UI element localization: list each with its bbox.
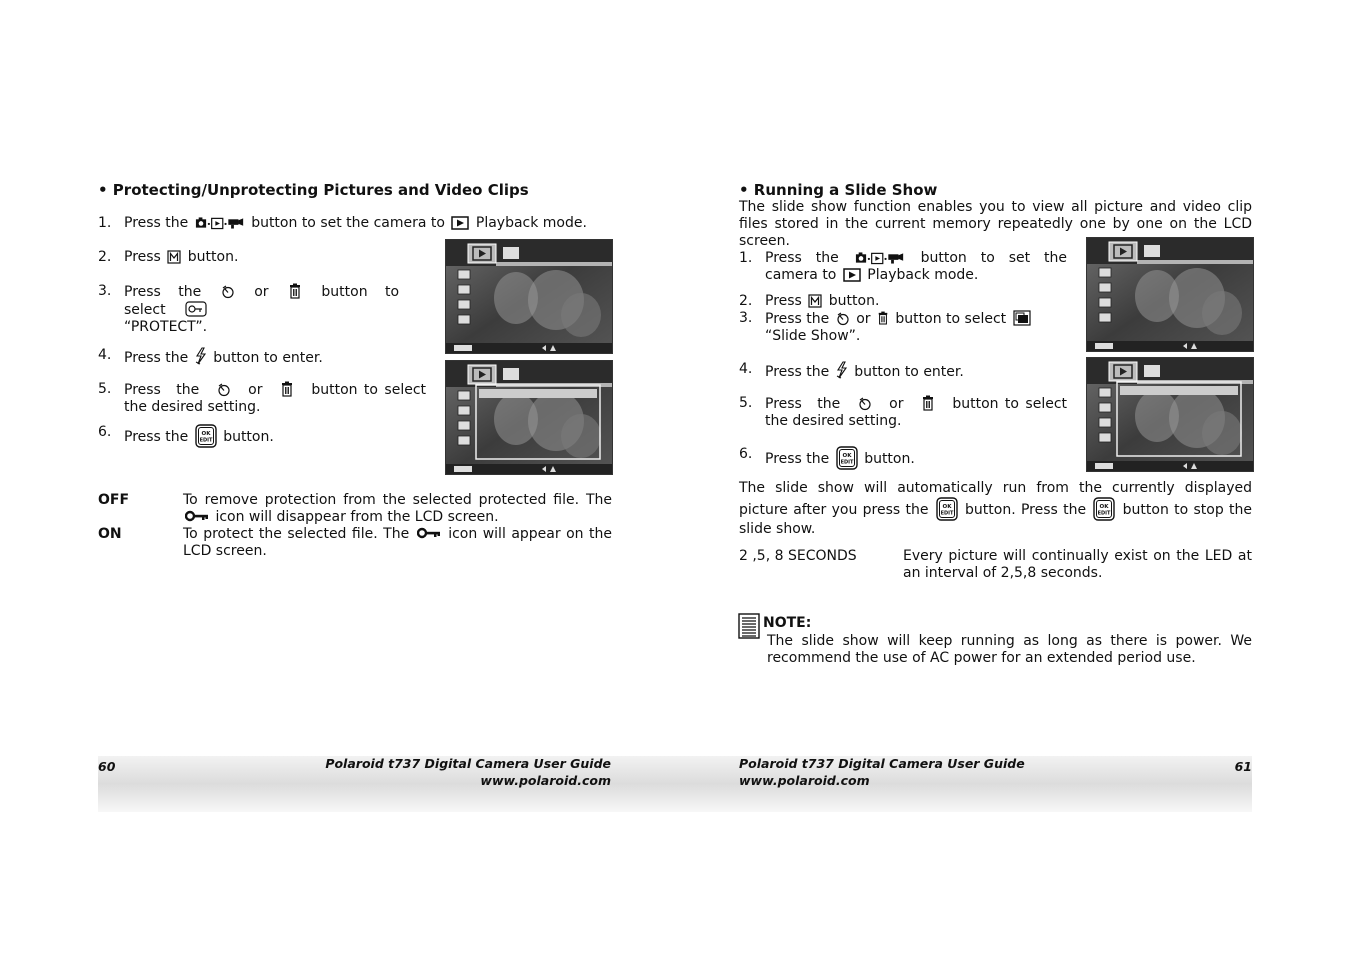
step-text: “Slide Show”. (765, 328, 861, 344)
step-text: or (856, 311, 871, 327)
step-text: Playback mode. (475, 215, 587, 231)
left-step-4 (98, 347, 428, 367)
step-number: 6. (98, 424, 112, 440)
trash-icon (921, 395, 935, 411)
trash-icon (288, 283, 302, 299)
note-text: The slide show will keep running as long as there is power. We recommend the use of AC power for an extended period use. (767, 633, 1252, 666)
right-step-2 (739, 293, 1067, 310)
footer-band (98, 756, 1252, 812)
right-page-number: 61 (1234, 759, 1252, 774)
step-text: Press the (765, 364, 830, 380)
option-term: OFF (98, 492, 130, 508)
step-number: 6. (739, 446, 753, 462)
step-text: button to select (124, 284, 400, 318)
note-icon (738, 613, 760, 639)
step-text: Press the (765, 396, 841, 412)
key-icon (185, 510, 209, 522)
ok-edit-icon (195, 424, 217, 448)
note-label: NOTE: (763, 615, 812, 631)
step-text: button to enter. (854, 364, 964, 380)
step-text: Playback mode. (867, 267, 979, 283)
flash-icon (195, 347, 207, 365)
step-text: Press the (765, 451, 830, 467)
lcd-protect-menu-screenshot (445, 239, 613, 354)
step-text: button. (223, 429, 274, 445)
left-heading: • Protecting/Unprotecting Pictures and Video Clips (98, 181, 529, 199)
step-text: Press the (124, 284, 202, 300)
option-on (98, 526, 612, 560)
step-number: 5. (98, 381, 112, 397)
step-text: button to set the camera to (251, 215, 445, 231)
step-text: button to set the camera to (765, 250, 1068, 283)
step-number: 3. (739, 310, 753, 326)
lcd-slideshow-setting-screenshot (1086, 357, 1254, 472)
step-text: or (248, 382, 263, 398)
protect-key-icon (185, 301, 207, 317)
left-step-6 (98, 424, 428, 448)
left-footer-title (300, 755, 611, 789)
lcd-slideshow-menu-screenshot (1086, 237, 1254, 352)
option-desc: Every picture will continually exist on the LED at an interval of 2,5,8 seconds. (903, 548, 1252, 581)
camera-playback-movie-icon (195, 216, 245, 230)
option-desc: icon will appear on the LCD screen. (183, 526, 612, 559)
left-step-2 (98, 249, 428, 266)
step-text: button. (864, 451, 915, 467)
step-text: button to select the desired setting. (124, 382, 427, 415)
step-text: Press the (124, 429, 189, 445)
step-text: Press the (124, 215, 189, 231)
step-text: button. (828, 293, 880, 309)
step-number: 1. (98, 215, 112, 231)
trash-icon (877, 310, 889, 326)
step-text: Press the (765, 311, 830, 327)
playback-icon (843, 268, 861, 282)
key-icon (417, 527, 441, 539)
right-footer-title (739, 755, 1059, 789)
autorun-text: button. Press the (965, 502, 1087, 518)
step-text: button to enter. (213, 350, 323, 366)
step-number: 4. (739, 361, 753, 377)
option-term: ON (98, 526, 122, 542)
self-timer-icon (836, 312, 850, 326)
right-heading: • Running a Slide Show (739, 181, 938, 199)
slideshow-icon (1013, 310, 1031, 326)
right-step-5 (739, 395, 1067, 430)
option-term: 2 ,5, 8 SECONDS (739, 548, 857, 564)
menu-m-icon (167, 250, 181, 264)
step-number: 2. (739, 293, 753, 309)
step-text: “PROTECT”. (124, 319, 208, 335)
step-text: Press (765, 293, 802, 309)
ok-edit-icon (936, 497, 958, 521)
step-text: or (889, 396, 904, 412)
step-text: Press (124, 249, 161, 265)
camera-playback-movie-icon (855, 251, 905, 265)
footer-url: www.polaroid.com (739, 773, 870, 788)
option-desc: icon will disappear from the LCD screen. (215, 509, 499, 525)
playback-icon (451, 216, 469, 230)
option-off (98, 492, 612, 526)
step-text: button. (187, 249, 239, 265)
right-intro: The slide show function enables you to view all picture and video clip files stored in the current memory repeatedly one by one on the LCD screen. (739, 199, 1252, 249)
step-text: button to select the desired setting. (765, 396, 1068, 429)
right-step-3 (739, 310, 1069, 345)
autorun-text: The slide show will automatically run from the currently displayed picture after you press the (739, 480, 1252, 518)
step-text: Press the (765, 250, 839, 266)
step-text: button to select (895, 311, 1007, 327)
right-autorun-paragraph (739, 480, 1252, 538)
option-desc: To protect the selected file. The (183, 526, 410, 542)
step-text: Press the (124, 350, 189, 366)
ok-edit-icon (1093, 497, 1115, 521)
left-page-number: 60 (98, 759, 116, 774)
self-timer-icon (217, 383, 231, 397)
step-number: 5. (739, 395, 753, 411)
ok-edit-icon (836, 446, 858, 470)
footer-title: Polaroid t737 Digital Camera User Guide (325, 756, 611, 771)
lcd-protect-setting-screenshot (445, 360, 613, 475)
trash-icon (280, 381, 294, 397)
right-step-4 (739, 361, 1067, 381)
step-text: Press the (124, 382, 200, 398)
left-step-1 (98, 215, 618, 232)
right-step-6 (739, 446, 1067, 470)
footer-url: www.polaroid.com (480, 773, 611, 788)
right-step-1 (739, 250, 1067, 284)
menu-m-icon (808, 294, 822, 308)
footer-title: Polaroid t737 Digital Camera User Guide (739, 756, 1025, 771)
flash-icon (836, 361, 848, 379)
self-timer-icon (221, 285, 235, 299)
step-text: or (254, 284, 269, 300)
self-timer-icon (858, 397, 872, 411)
option-desc: To remove protection from the selected protected file. The (183, 492, 612, 508)
step-number: 3. (98, 283, 112, 299)
step-number: 1. (739, 250, 753, 266)
step-number: 2. (98, 249, 112, 265)
left-step-5 (98, 381, 426, 416)
step-number: 4. (98, 347, 112, 363)
left-step-3 (98, 283, 426, 336)
option-seconds (739, 548, 1252, 582)
autorun-text: button to stop the slide show. (739, 502, 1252, 537)
